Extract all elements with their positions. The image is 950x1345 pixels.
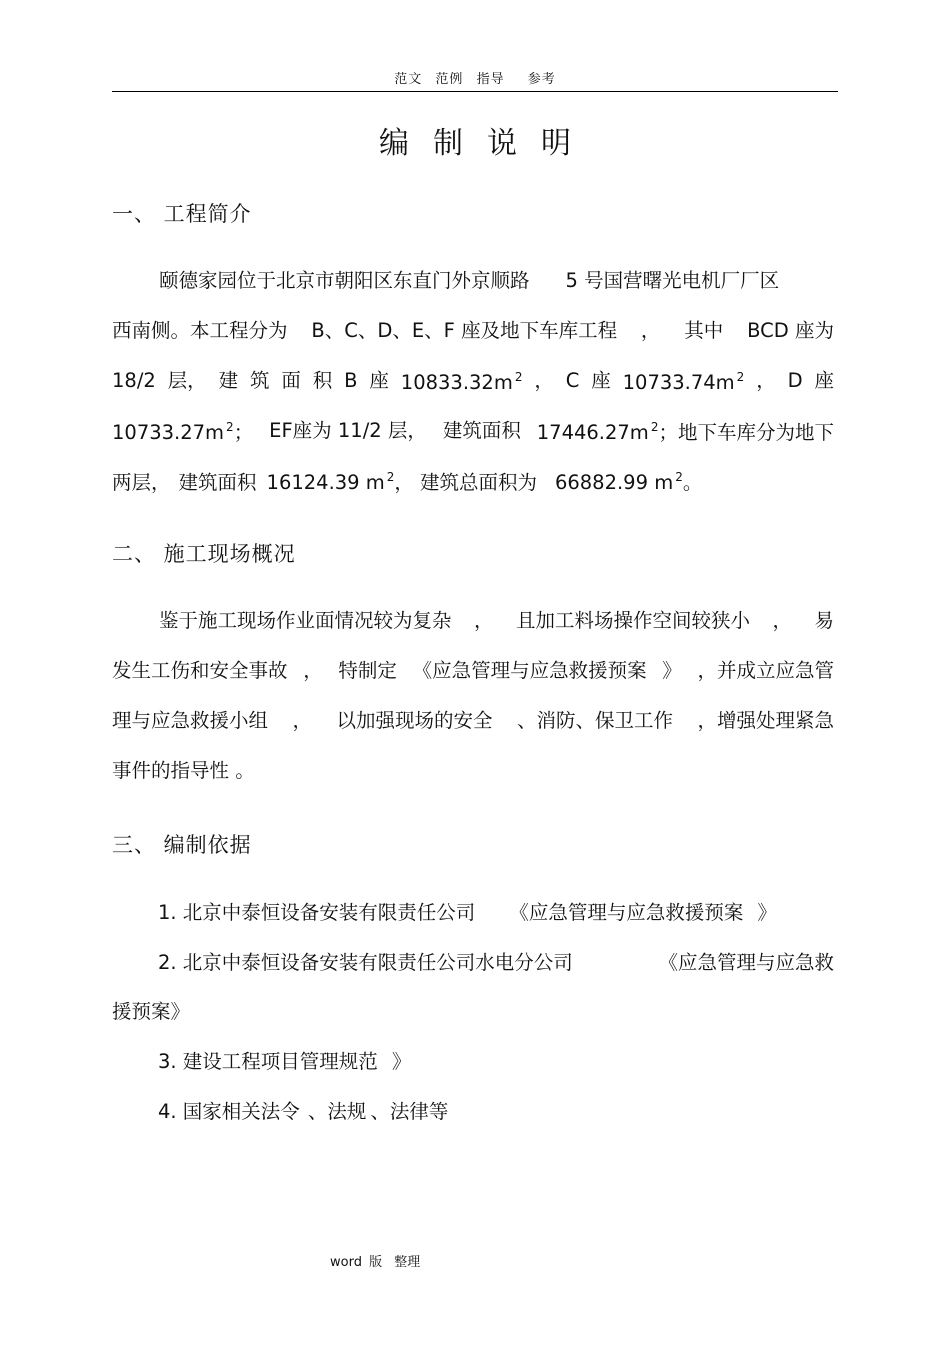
text-run: 其中 <box>684 319 724 342</box>
text-run: C <box>565 369 580 392</box>
text-run: 66882.99 m <box>554 471 674 494</box>
footer-zhengli: 整理 <box>394 1255 421 1270</box>
text-run: 积 <box>312 369 333 392</box>
text-run: 、法规 <box>307 1100 367 1123</box>
text-run: 西南侧。本工程分为 <box>112 319 288 342</box>
text-run: 、消防、保卫工作 <box>516 709 673 732</box>
text-run: 颐德家园位于北京市朝阳区东直门外京顺路 <box>159 269 530 292</box>
text-run: EF座为 11/2 层， <box>269 419 427 442</box>
text-run: ， <box>772 609 792 632</box>
paragraph-line <box>112 711 834 731</box>
text-run: 建筑面积 <box>178 471 257 494</box>
text-run: 10733.74m <box>622 371 735 394</box>
area-value <box>537 421 834 443</box>
section-heading-3: 三、 编制依据 <box>112 833 252 857</box>
superscript: 2 <box>675 470 683 484</box>
text-run: 18/2 <box>112 369 156 392</box>
paragraph-line <box>159 611 834 631</box>
paragraph-line <box>112 321 834 341</box>
text-run: 建 <box>218 369 239 392</box>
text-run: ， <box>473 609 494 632</box>
text-run: 16124.39 m <box>266 471 385 494</box>
paragraph-line <box>112 371 834 393</box>
list-item <box>158 1102 448 1122</box>
text-run: ， <box>303 659 323 682</box>
area-value <box>623 371 745 393</box>
text-run: 》 <box>391 1050 412 1073</box>
paragraph-line <box>159 271 779 291</box>
text-run: ，并成立应急管 <box>697 659 834 682</box>
text-run: 《应急管理与应急救援预案 <box>412 659 647 682</box>
text-run: 《应急管理与应急救 <box>658 951 834 974</box>
footer-word: word <box>330 1255 362 1270</box>
document-title: 编制说明 <box>379 126 595 161</box>
text-run: ；地下车库分为地下 <box>658 421 834 444</box>
text-run: 面 <box>281 369 301 392</box>
text-run: D <box>787 369 803 392</box>
text-run: 座 <box>814 369 834 392</box>
text-run: 2. 北京中泰恒设备安装有限责任公司水电分公司 <box>158 951 573 974</box>
text-run: 座 <box>369 369 389 392</box>
text-run: 1. 北京中泰恒设备安装有限责任公司 <box>158 901 476 924</box>
text-run: 特制定 <box>338 659 397 682</box>
text-run: ， <box>292 709 312 732</box>
header-divider <box>112 91 838 92</box>
text-run: 4. 国家相关法令 <box>158 1100 300 1123</box>
text-run: 、法律等 <box>370 1100 449 1123</box>
list-item <box>158 953 834 973</box>
text-run: 》 <box>757 901 777 924</box>
text-run: 10733.27m <box>112 421 225 444</box>
text-run: 《应急管理与应急救援预案 <box>509 901 744 924</box>
text-run: 5 号国营曙光电机厂厂区 <box>565 269 780 292</box>
paragraph-line <box>112 661 834 681</box>
paragraph-line: 事件的指导性 。 <box>112 759 255 782</box>
area-value <box>112 421 253 443</box>
text-run: B、C、D、E、F 座及地下车库工程 <box>311 319 618 342</box>
text-run: B <box>344 369 358 392</box>
text-run: ； <box>233 421 254 444</box>
text-run: ， <box>640 319 661 342</box>
text-run: 。 <box>682 471 703 494</box>
text-run: 发生工伤和安全事故 <box>112 659 288 682</box>
superscript: 2 <box>736 370 745 384</box>
text-run: ，增强处理紧急 <box>697 709 834 732</box>
superscript: 2 <box>514 370 523 384</box>
text-run: 建筑总面积为 <box>419 471 537 494</box>
area-value <box>401 371 523 393</box>
header-item: 范文 <box>394 72 423 87</box>
text-run: 层， <box>167 369 207 392</box>
page-footer <box>330 1251 420 1270</box>
paragraph-line <box>112 471 702 493</box>
page-header <box>0 68 950 87</box>
footer-ban: 版 <box>369 1255 383 1270</box>
text-run: 且加工料场操作空间较狭小 <box>515 609 750 632</box>
text-run: 鉴于施工现场作业面情况较为复杂 <box>159 609 452 632</box>
section-heading-2: 二、 施工现场概况 <box>112 542 296 566</box>
text-run: 17446.27m <box>536 421 649 444</box>
text-run: 理与应急救援小组 <box>112 709 269 732</box>
superscript: 2 <box>650 420 659 434</box>
header-item: 参考 <box>527 72 556 87</box>
text-run: ， <box>394 471 414 494</box>
text-run: 以加强现场的安全 <box>336 709 493 732</box>
paragraph-line <box>112 421 834 443</box>
text-run: 座 <box>591 369 611 392</box>
text-run: ， <box>534 369 554 392</box>
text-run: ， <box>756 369 776 392</box>
superscript: 2 <box>386 470 395 484</box>
text-run: 10833.32m <box>400 371 513 394</box>
text-run: 建筑面积 <box>442 419 521 442</box>
list-item <box>158 1052 411 1072</box>
superscript: 2 <box>226 420 234 434</box>
text-run: 3. 建设工程项目管理规范 <box>158 1050 378 1073</box>
text-run: BCD 座为 <box>747 319 834 342</box>
section-heading-1: 一、 工程简介 <box>112 202 252 226</box>
text-run: 》 <box>662 659 682 682</box>
text-run: 筑 <box>249 369 270 392</box>
list-item-continuation: 援预案》 <box>112 1000 191 1023</box>
text-run: 易 <box>814 609 834 632</box>
header-item: 范例 <box>435 72 464 87</box>
header-item: 指导 <box>476 72 505 87</box>
list-item <box>158 903 777 923</box>
text-run: 两层， <box>112 471 171 494</box>
